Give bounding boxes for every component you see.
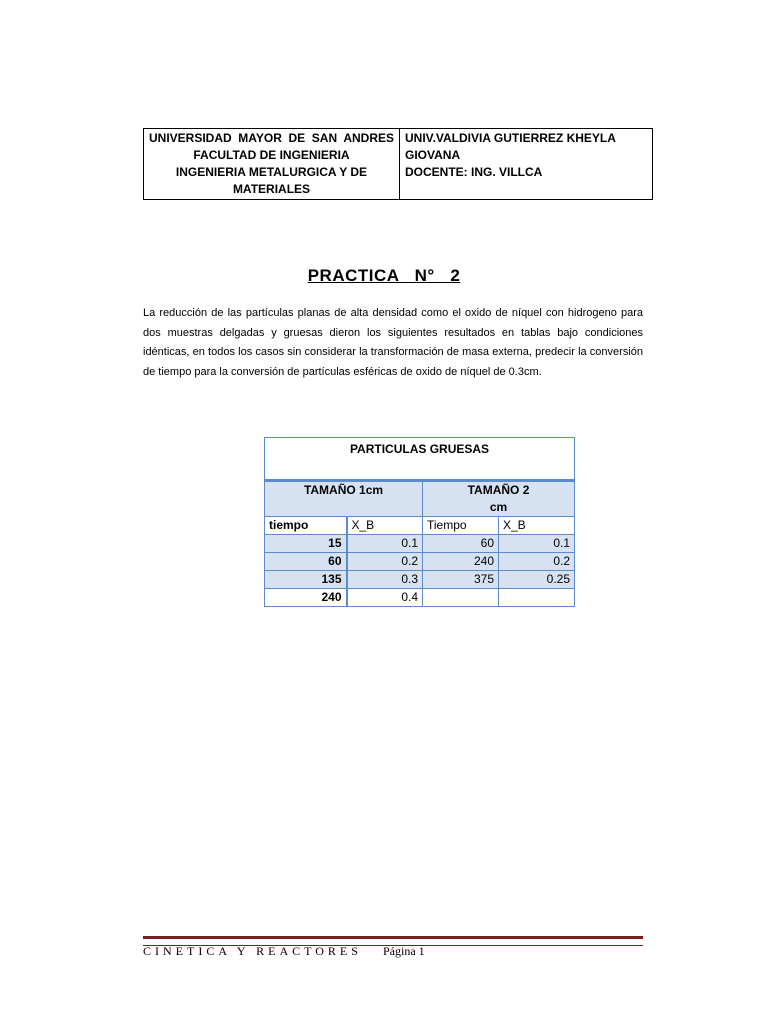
cell-tiempo2: 60 bbox=[423, 535, 499, 553]
cell-tiempo2 bbox=[423, 589, 499, 607]
cell-xb: 0.3 bbox=[347, 571, 423, 589]
table-row bbox=[265, 589, 575, 607]
header-teacher: DOCENTE: ING. VILLCA bbox=[405, 165, 543, 179]
table-caption: PARTICULAS GRUESAS bbox=[265, 438, 575, 481]
header-career-cont: MATERIALES bbox=[232, 182, 311, 196]
cell-xb2 bbox=[499, 589, 575, 607]
cell-xb2: 0.2 bbox=[499, 553, 575, 571]
table-row bbox=[265, 571, 575, 589]
cell-xb: 0.4 bbox=[347, 589, 423, 607]
cell-xb: 0.2 bbox=[347, 553, 423, 571]
col-header-tiempo: tiempo bbox=[265, 517, 347, 535]
size2-line2: cm bbox=[489, 500, 508, 514]
cell-tiempo: 60 bbox=[265, 553, 347, 571]
table-size1-header: TAMAÑO 1cm bbox=[265, 481, 423, 517]
cell-tiempo: 135 bbox=[265, 571, 347, 589]
page-title: PRACTICA N° 2 bbox=[307, 266, 461, 285]
cell-tiempo: 240 bbox=[265, 589, 347, 607]
table-row bbox=[265, 553, 575, 571]
cell-tiempo2: 240 bbox=[423, 553, 499, 571]
size2-line1: TAMAÑO 2 bbox=[467, 483, 530, 497]
cell-tiempo2: 375 bbox=[423, 571, 499, 589]
header-student-cont: GIOVANA bbox=[405, 148, 461, 162]
cell-xb: 0.1 bbox=[347, 535, 423, 553]
problem-statement: La reducción de las partículas planas de alta densidad como el oxido de níquel con hidrogeno para dos muestras delgadas y gruesas dieron los siguientes resultados en tablas bajo condiciones idénticas, en todos los casos sin considerar la transformación de masa externa, predecir la conversión de tiempo para la conversión de partículas esféricas de oxido de níquel de 0.3cm. bbox=[143, 307, 643, 378]
cell-xb2: 0.25 bbox=[499, 571, 575, 589]
footer-page-number: Página 1 bbox=[383, 944, 425, 958]
header-student: UNIV.VALDIVIA GUTIERREZ KHEYLA bbox=[405, 131, 616, 145]
col-header-tiempo2: Tiempo bbox=[423, 517, 499, 535]
table-size2-header bbox=[423, 481, 575, 517]
header-author bbox=[400, 129, 653, 200]
table-column-headers bbox=[265, 517, 575, 535]
col-header-xb1: X_B bbox=[347, 517, 423, 535]
data-table bbox=[264, 437, 575, 607]
header-career: INGENIERIA METALURGICA Y DE bbox=[175, 165, 368, 179]
cell-xb2: 0.1 bbox=[499, 535, 575, 553]
footer-course: CINETICA Y REACTORES bbox=[143, 944, 362, 958]
table-row bbox=[265, 535, 575, 553]
col-header-xb2: X_B bbox=[499, 517, 575, 535]
header-table bbox=[143, 128, 653, 200]
cell-tiempo: 15 bbox=[265, 535, 347, 553]
header-university: UNIVERSIDAD MAYOR DE SAN ANDRES bbox=[149, 131, 394, 145]
header-institution bbox=[144, 129, 400, 200]
header-faculty: FACULTAD DE INGENIERIA bbox=[193, 148, 350, 162]
